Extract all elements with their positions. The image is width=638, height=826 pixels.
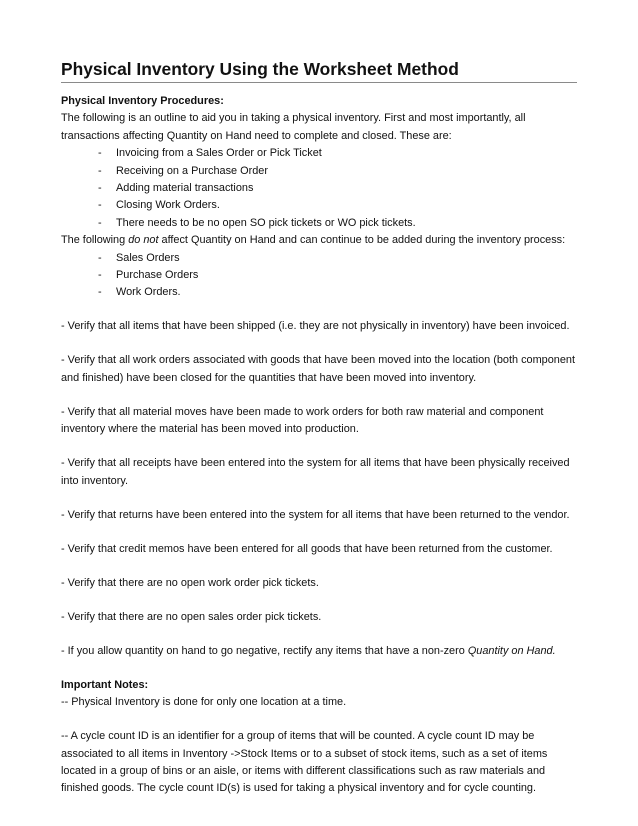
notes-heading: Important Notes: [61,678,149,691]
can-continue-list [61,250,577,302]
dash: - [98,251,102,264]
document-page [61,58,577,798]
list-item: - Adding material transactions [61,180,577,197]
verify-negative: - If you allow quantity on hand to go negative, rectify any items that have a non-zero Quantity on Hand. [61,644,556,657]
dash: - [98,182,102,195]
list-item: - Work Orders. [61,284,577,301]
dash: - [98,269,102,282]
dash: - [98,164,102,177]
dash: - [98,286,102,299]
dash: - [98,216,102,229]
verify-item: - Verify that all material moves have been made to work orders for both raw material and component inventory where the material has been moved into production. [61,405,544,436]
procedures-heading: Physical Inventory Procedures: [61,95,224,107]
verify-item: - Verify that all receipts have been entered into the system for all items that have been physically received into inventory. [61,457,570,487]
list-item: - Receiving on a Purchase Order [61,163,577,180]
list-item: - Invoicing from a Sales Order or Pick Ticket [61,145,577,162]
must-close-list [61,145,577,232]
list-item: - There needs to be no open SO pick tickets or WO pick tickets. [61,215,577,232]
verify-item: - Verify that all items that have been shipped (i.e. they are not physically in inventory) have been invoiced. [61,320,570,333]
dash: - [98,199,102,212]
verify-item: - Verify that returns have been entered into the system for all items that have been returned to the vendor. [61,508,570,521]
list-item: - Closing Work Orders. [61,197,577,214]
note-item: -- Physical Inventory is done for only one location at a time. [61,696,347,709]
list-item: - Sales Orders [61,250,577,267]
verify-item: - Verify that there are no open work order pick tickets. [61,576,319,589]
verify-item: - Verify that there are no open sales order pick tickets. [61,610,322,623]
dash: - [98,147,102,160]
following-paragraph: The following do not affect Quantity on Hand and can continue to be added during the inventory process: [61,234,566,247]
intro-paragraph: The following is an outline to aid you in taking a physical inventory. First and most importantly, all transactions affecting Quantity on Hand need to complete and closed. These are: [61,112,526,142]
verify-item: - Verify that all work orders associated with goods that have been moved into the location (both component and finished) have been closed for the quantities that have been moved into inventory. [61,354,575,384]
list-item: - Purchase Orders [61,267,577,284]
note-item: -- A cycle count ID is an identifier for a group of items that will be counted. A cycle count ID may be associated to all items in Inventory ->Stock Items or to a subset of stock items, such as a set of items located in a group of bins or an aisle, or items with different classifications such as raw materials and finished goods. The cycle count ID(s) is used for taking a physical inventory and for cycle counting. [61,730,548,795]
page-title: Physical Inventory Using the Worksheet Method [61,58,577,83]
verify-item: - Verify that credit memos have been entered for all goods that have been returned from the customer. [61,542,553,555]
